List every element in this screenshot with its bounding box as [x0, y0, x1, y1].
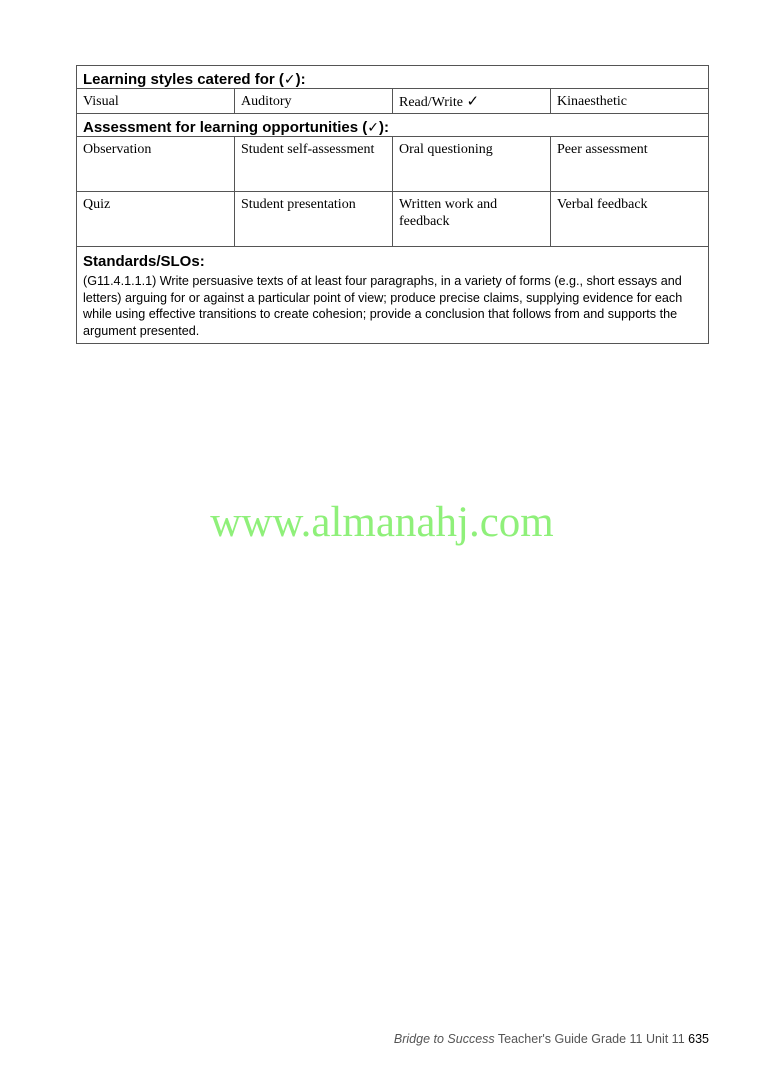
footer-book-title: Bridge to Success — [393, 1032, 495, 1046]
assessment-written-work: Written work and feedback — [393, 192, 551, 247]
assessment-self-assessment: Student self-assessment — [235, 137, 393, 192]
assessment-observation: Observation — [77, 137, 235, 192]
assessment-oral-questioning: Oral questioning — [393, 137, 551, 192]
learning-styles-heading — [77, 66, 709, 89]
style-auditory: Auditory — [235, 89, 393, 114]
check-icon: ✓ — [367, 120, 379, 136]
assessment-peer-assessment: Peer assessment — [551, 137, 709, 192]
footer-guide-text: Teacher's Guide Grade 11 Unit 11 — [494, 1032, 689, 1046]
check-icon: ✓ — [283, 72, 296, 88]
style-read-write-label: Read/Write — [399, 95, 463, 110]
assessment-heading-end: ): — [378, 119, 389, 136]
style-kinaesthetic: Kinaesthetic — [551, 89, 709, 114]
standards-text: (G11.4.1.1.1) Write persuasive texts of at least four paragraphs, in a variety of forms (e.g., short essays and letters) arguing for or against a particular point of view; produce precise claims, supplying evidence for each while using effective transitions to create cohesion; provide a conclusion that follows from and supports the argument presented. — [83, 274, 683, 338]
learning-styles-heading-text: Learning styles catered for ( — [83, 71, 284, 88]
style-visual: Visual — [77, 89, 235, 114]
lesson-plan-table — [76, 65, 709, 344]
check-icon: ✓ — [466, 92, 480, 110]
page-number: 635 — [688, 1032, 709, 1046]
learning-styles-heading-end: ): — [295, 71, 306, 88]
style-read-write — [393, 89, 551, 114]
standards-heading: Standards/SLOs: — [83, 253, 205, 270]
assessment-verbal-feedback: Verbal feedback — [551, 192, 709, 247]
assessment-quiz: Quiz — [77, 192, 235, 247]
assessment-heading-text: Assessment for learning opportunities ( — [83, 119, 368, 136]
watermark: www.almanahj.com — [210, 499, 554, 546]
standards-section — [77, 247, 709, 344]
page-footer — [394, 1032, 709, 1046]
assessment-student-presentation: Student presentation — [235, 192, 393, 247]
assessment-heading — [77, 114, 709, 137]
